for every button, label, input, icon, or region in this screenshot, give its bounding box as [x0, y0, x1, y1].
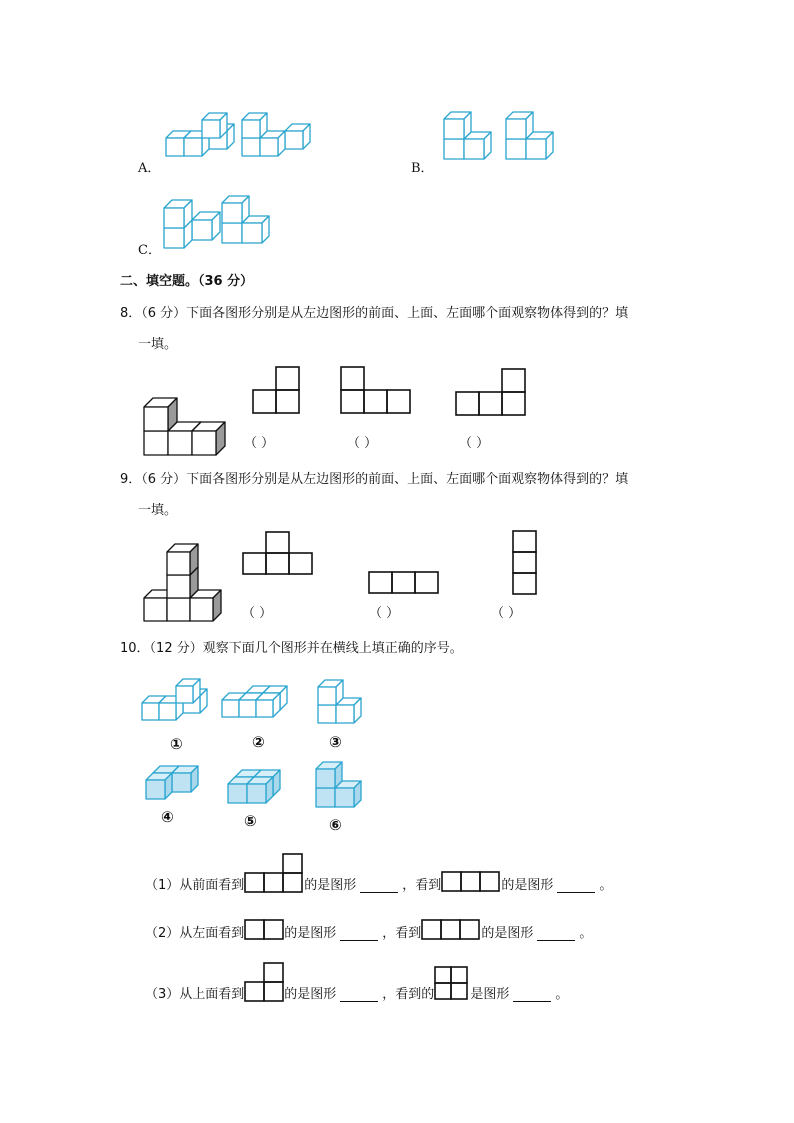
section-title: 二、填空题。（36 分） — [120, 274, 254, 289]
view-square — [283, 854, 302, 873]
q10-figure-1 — [140, 670, 210, 728]
cube — [247, 777, 273, 803]
view-square — [264, 963, 283, 982]
q10-figure-4 — [144, 764, 204, 810]
view-square — [276, 390, 299, 413]
q10-sub2-d: 的是图形 — [481, 926, 534, 941]
view-square — [266, 532, 289, 553]
option-b-figure — [440, 110, 560, 166]
q10-sub1-blank-2[interactable] — [557, 880, 595, 893]
view-square — [441, 920, 460, 939]
cube — [506, 112, 533, 139]
view-square — [415, 572, 438, 593]
view-square — [392, 572, 415, 593]
view-square — [502, 392, 525, 415]
view-square — [513, 573, 536, 594]
q10-sub3-blank-2[interactable] — [513, 989, 551, 1002]
view-square — [387, 390, 410, 413]
q10-sub3-blank-1[interactable] — [340, 989, 378, 1002]
cube — [192, 422, 225, 455]
view-square — [264, 982, 283, 1001]
view-square — [513, 552, 536, 573]
view-square — [289, 553, 312, 574]
q10-sub2-blank-1[interactable] — [340, 928, 378, 941]
q10-label-2: ② — [252, 733, 265, 751]
q10-sub2-b: 的是图形 — [284, 926, 337, 941]
view-square — [456, 392, 479, 415]
cube — [256, 693, 280, 717]
view-square — [245, 982, 264, 1001]
option-b-label: B． — [411, 161, 434, 176]
view-square — [479, 392, 502, 415]
q8-answer-3[interactable]: （ ） — [459, 436, 490, 451]
q10-label-4: ④ — [161, 808, 174, 826]
cube — [144, 398, 177, 431]
q10-label-6: ⑥ — [329, 816, 342, 834]
q9-answer-3[interactable]: （ ） — [491, 606, 522, 621]
q9-view-2 — [368, 571, 442, 595]
option-c-label: C． — [138, 243, 161, 258]
view-square — [245, 920, 264, 939]
q10-sub3-c: ，看到的 — [382, 987, 435, 1002]
view-square — [435, 967, 451, 983]
view-square — [364, 390, 387, 413]
view-square — [369, 572, 392, 593]
view-square — [264, 873, 283, 892]
q10-sub2-blank-2[interactable] — [537, 928, 575, 941]
cube — [285, 124, 310, 149]
cube — [242, 216, 269, 243]
q8-answer-1[interactable]: （ ） — [244, 436, 275, 451]
q10-figure-3 — [316, 678, 376, 728]
q10-sub1-e: 。 — [599, 878, 613, 893]
cube — [176, 679, 200, 703]
cube — [318, 680, 343, 705]
view-square — [341, 367, 364, 390]
cube — [172, 766, 198, 792]
q10-figure-6 — [314, 760, 376, 810]
q10-sub2-c: ，看到 — [382, 926, 422, 941]
view-square — [264, 920, 283, 939]
q10-sub1-c: ，看到 — [402, 878, 442, 893]
view-square — [451, 983, 467, 999]
q10-sub3 — [145, 958, 568, 1002]
q9-answer-2[interactable]: （ ） — [369, 606, 400, 621]
view-square — [451, 967, 467, 983]
view-square — [442, 872, 461, 891]
cube — [164, 200, 192, 228]
view-square — [266, 553, 289, 574]
q10-sub2-view-b — [421, 919, 481, 941]
cube — [146, 773, 172, 799]
q9-solid-figure — [142, 542, 226, 622]
q9-view-3 — [512, 530, 538, 596]
q10-sub2-a: （2）从左面看到 — [145, 926, 245, 941]
q8-answer-2[interactable]: （ ） — [347, 436, 378, 451]
q10-sub1-view-a — [244, 853, 304, 893]
q10-sub1 — [145, 853, 612, 893]
q10-sub3-a: （3）从上面看到 — [145, 987, 245, 1002]
q10-sub1-a: （1）从前面看到 — [145, 878, 245, 893]
cube — [190, 590, 221, 621]
cube — [526, 132, 553, 159]
cube — [192, 212, 220, 240]
q10-sub1-b: 的是图形 — [304, 878, 357, 893]
q8-view-2 — [340, 366, 412, 414]
q10-figure-2 — [220, 684, 304, 728]
cube — [444, 112, 471, 139]
q9-text-line2: 一填。 — [138, 503, 178, 518]
cube — [242, 113, 267, 138]
view-square — [243, 553, 266, 574]
cube — [167, 544, 198, 575]
cube — [222, 196, 249, 223]
view-square — [461, 872, 480, 891]
q10-sub1-d: 的是图形 — [501, 878, 554, 893]
view-square — [245, 873, 264, 892]
q10-sub2-view-a — [244, 919, 284, 941]
view-square — [253, 390, 276, 413]
q10-sub1-view-b — [441, 871, 501, 893]
q10-sub1-blank-1[interactable] — [360, 880, 398, 893]
q9-answer-1[interactable]: （ ） — [242, 606, 273, 621]
q8-view-1 — [252, 366, 302, 414]
cube — [316, 762, 342, 788]
q9-view-1 — [242, 531, 316, 595]
option-a-figure — [160, 104, 310, 164]
q9-text-line1: 9．（6 分）下面各图形分别是从左边图形的前面、上面、左面哪个面观察物体得到的？填 — [120, 472, 629, 487]
view-square — [283, 873, 302, 892]
q10-sub3-view-a — [244, 962, 284, 1002]
view-square — [341, 390, 364, 413]
q10-sub3-d: 是图形 — [470, 987, 510, 1002]
q8-view-3 — [455, 368, 527, 416]
q10-label-3: ③ — [329, 733, 342, 751]
option-c-figure — [160, 186, 280, 246]
view-square — [513, 531, 536, 552]
q10-sub2 — [145, 917, 592, 941]
view-square — [435, 983, 451, 999]
q10-title: 10．（12 分）观察下面几个图形并在横线上填正确的序号。 — [120, 641, 463, 656]
option-a-label: A． — [138, 161, 161, 176]
q10-sub3-e: 。 — [555, 987, 569, 1002]
q10-sub3-view-b — [434, 966, 470, 1002]
q10-label-1: ① — [170, 735, 183, 753]
cube — [464, 132, 491, 159]
cube — [202, 113, 227, 138]
view-square — [422, 920, 441, 939]
q8-solid-figure — [142, 396, 232, 454]
q10-sub2-e: 。 — [579, 926, 593, 941]
view-square — [480, 872, 499, 891]
view-square — [276, 367, 299, 390]
q10-sub3-b: 的是图形 — [284, 987, 337, 1002]
q8-text-line1: 8．（6 分）下面各图形分别是从左边图形的前面、上面、左面哪个面观察物体得到的？填 — [120, 306, 629, 321]
q10-figure-5 — [226, 768, 288, 808]
view-square — [460, 920, 479, 939]
view-square — [502, 369, 525, 392]
q10-label-5: ⑤ — [244, 812, 257, 830]
q8-text-line2: 一填。 — [138, 337, 178, 352]
